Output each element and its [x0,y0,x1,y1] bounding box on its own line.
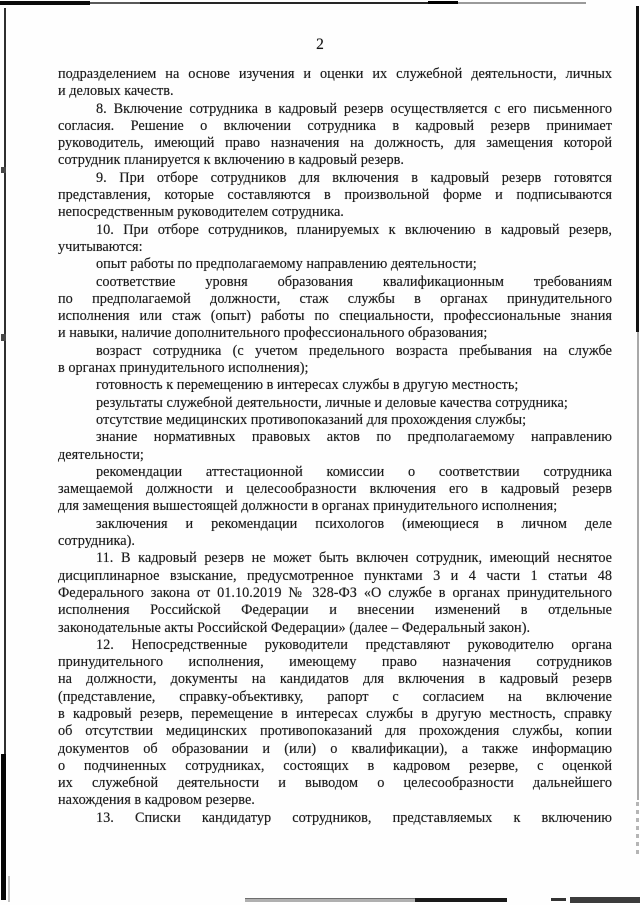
text-line: принудительного исполнения, имеющему право назначения сотрудников [58,654,612,671]
scan-edge-top-segment [90,2,140,4]
scan-edge-left-bar [1,754,6,900]
text-line: соответствие уровня образования квалификационным требованиям [96,273,612,290]
scan-edge-right-line [637,332,639,800]
text-line: в органах принудительного исполнения); [58,360,309,377]
scan-edge-bottom-segment [570,897,640,903]
scan-edge-top-segment [428,1,458,4]
scan-edge-left-faint [8,876,10,902]
text-line: результаты служебной деятельности, личные и деловые качества сотрудника; [96,394,568,411]
text-line: отсутствие медицинских противопоказаний для прохождения службы; [96,411,527,428]
text-line: в кадровый резерв, перемещение в интересах службы в другую местность, справку [58,705,612,722]
text-line: их служебной деятельности и выводом о целесообразности дальнейшего [58,775,612,792]
text-line: 12. Непосредственные руководители представляют руководителю органа [96,636,612,653]
text-line: подразделением на основе изучения и оценки их служебной деятельности, личных [58,66,612,82]
scan-edge-top-segment [0,1,90,5]
scan-edge-top-segment [140,2,428,4]
text-line: замещаемой должности и целесообразности включения его в кадровый резерв [58,481,612,498]
text-line: сотрудник планируется к включению в кадровый резерв. [58,152,404,169]
scan-edge-left-line [4,8,6,754]
text-line: 13. Списки кандидатур сотрудников, представляемых к включению [96,809,612,826]
text-line: деятельности; [58,446,144,463]
text-line: Федерального закона от 01.10.2019 № 328-ФЗ «О службе в органах принудительного [58,584,612,601]
text-line: исполнения Российской Федерации и внесении изменений в отдельные [58,602,612,619]
text-line: нахождения в кадровом резерве. [58,792,255,809]
text-line: непосредственным руководителем сотрудника. [58,204,344,221]
scan-edge-top-segment [458,2,586,4]
scan-edge-right-dashes [636,802,639,856]
scan-edge-bottom-segment [245,898,415,902]
text-line: по предполагаемой должности, стаж службы в органах принудительного [58,290,612,307]
text-line: готовность к перемещению в интересах службы в другую местность; [96,377,519,394]
scan-edge-left-tick [1,167,6,173]
text-line: рекомендации аттестационной комиссии о соответствии сотрудника [96,463,612,480]
text-line: и навыки, наличие дополнительного профессионального образования; [58,325,488,342]
scan-edge-bottom-segment [415,898,507,902]
text-line: 9. При отборе сотрудников для включения в кадровый резерв готовятся [96,169,612,186]
text-line: для замещения вышестоящей должности в органах принудительного исполнения; [58,498,558,515]
scan-edge-left-tick [1,334,6,341]
page-number: 2 [316,36,324,53]
text-line: дисциплинарное взыскание, предусмотренное пунктами 3 и 4 части 1 статьи 48 [58,567,612,584]
text-line: представления, которые составляются в произвольной форме и подписываются [58,187,612,204]
text-line: учитываются: [58,238,143,255]
text-line: 11. В кадровый резерв не может быть включен сотрудник, имеющий неснятое [96,550,612,567]
text-line: документов об образовании и (или) о квалификации), а также информацию [58,740,612,757]
text-line: опыт работы по предполагаемому направлению деятельности; [96,256,477,273]
text-line: знание нормативных правовых актов по предполагаемому направлению [96,429,612,446]
text-line: об отсутствии медицинских противопоказаний для прохождения службы, копии [58,723,612,740]
text-line: возраст сотрудника (с учетом предельного возраста пребывания на службе [96,342,612,359]
text-line: 10. При отборе сотрудников, планируемых к включению в кадровый резерв, [96,221,612,238]
text-line: руководитель, имеющий право назначения на должность, для замещения которой [58,135,612,152]
text-line: 8. Включение сотрудника в кадровый резерв осуществляется с его письменного [96,100,612,117]
text-line: согласия. Решение о включении сотрудника в кадровый резерв принимает [58,117,612,134]
document-body [58,66,612,827]
text-line: (представление, справку-объективку, рапорт с согласием на включение [58,688,612,705]
text-line: сотрудника). [58,533,135,550]
text-line: о подчиненных сотрудниках, состоящих в кадровом резерве, с оценкой [58,757,612,774]
text-line: заключения и рекомендации психологов (имеющиеся в личном деле [96,515,612,532]
text-line: и деловых качеств. [58,83,174,100]
scan-edge-bottom-segment [551,898,566,901]
scan-edge-right-line [636,6,639,332]
text-line: исполнения или стаж (опыт) работы по специальности, профессиональные знания [58,308,612,325]
text-line: на должности, документы на кандидатов для включения в кадровый резерв [58,671,612,688]
text-line: законодательные акты Российской Федерации» (далее – Федеральный закон). [58,619,531,636]
